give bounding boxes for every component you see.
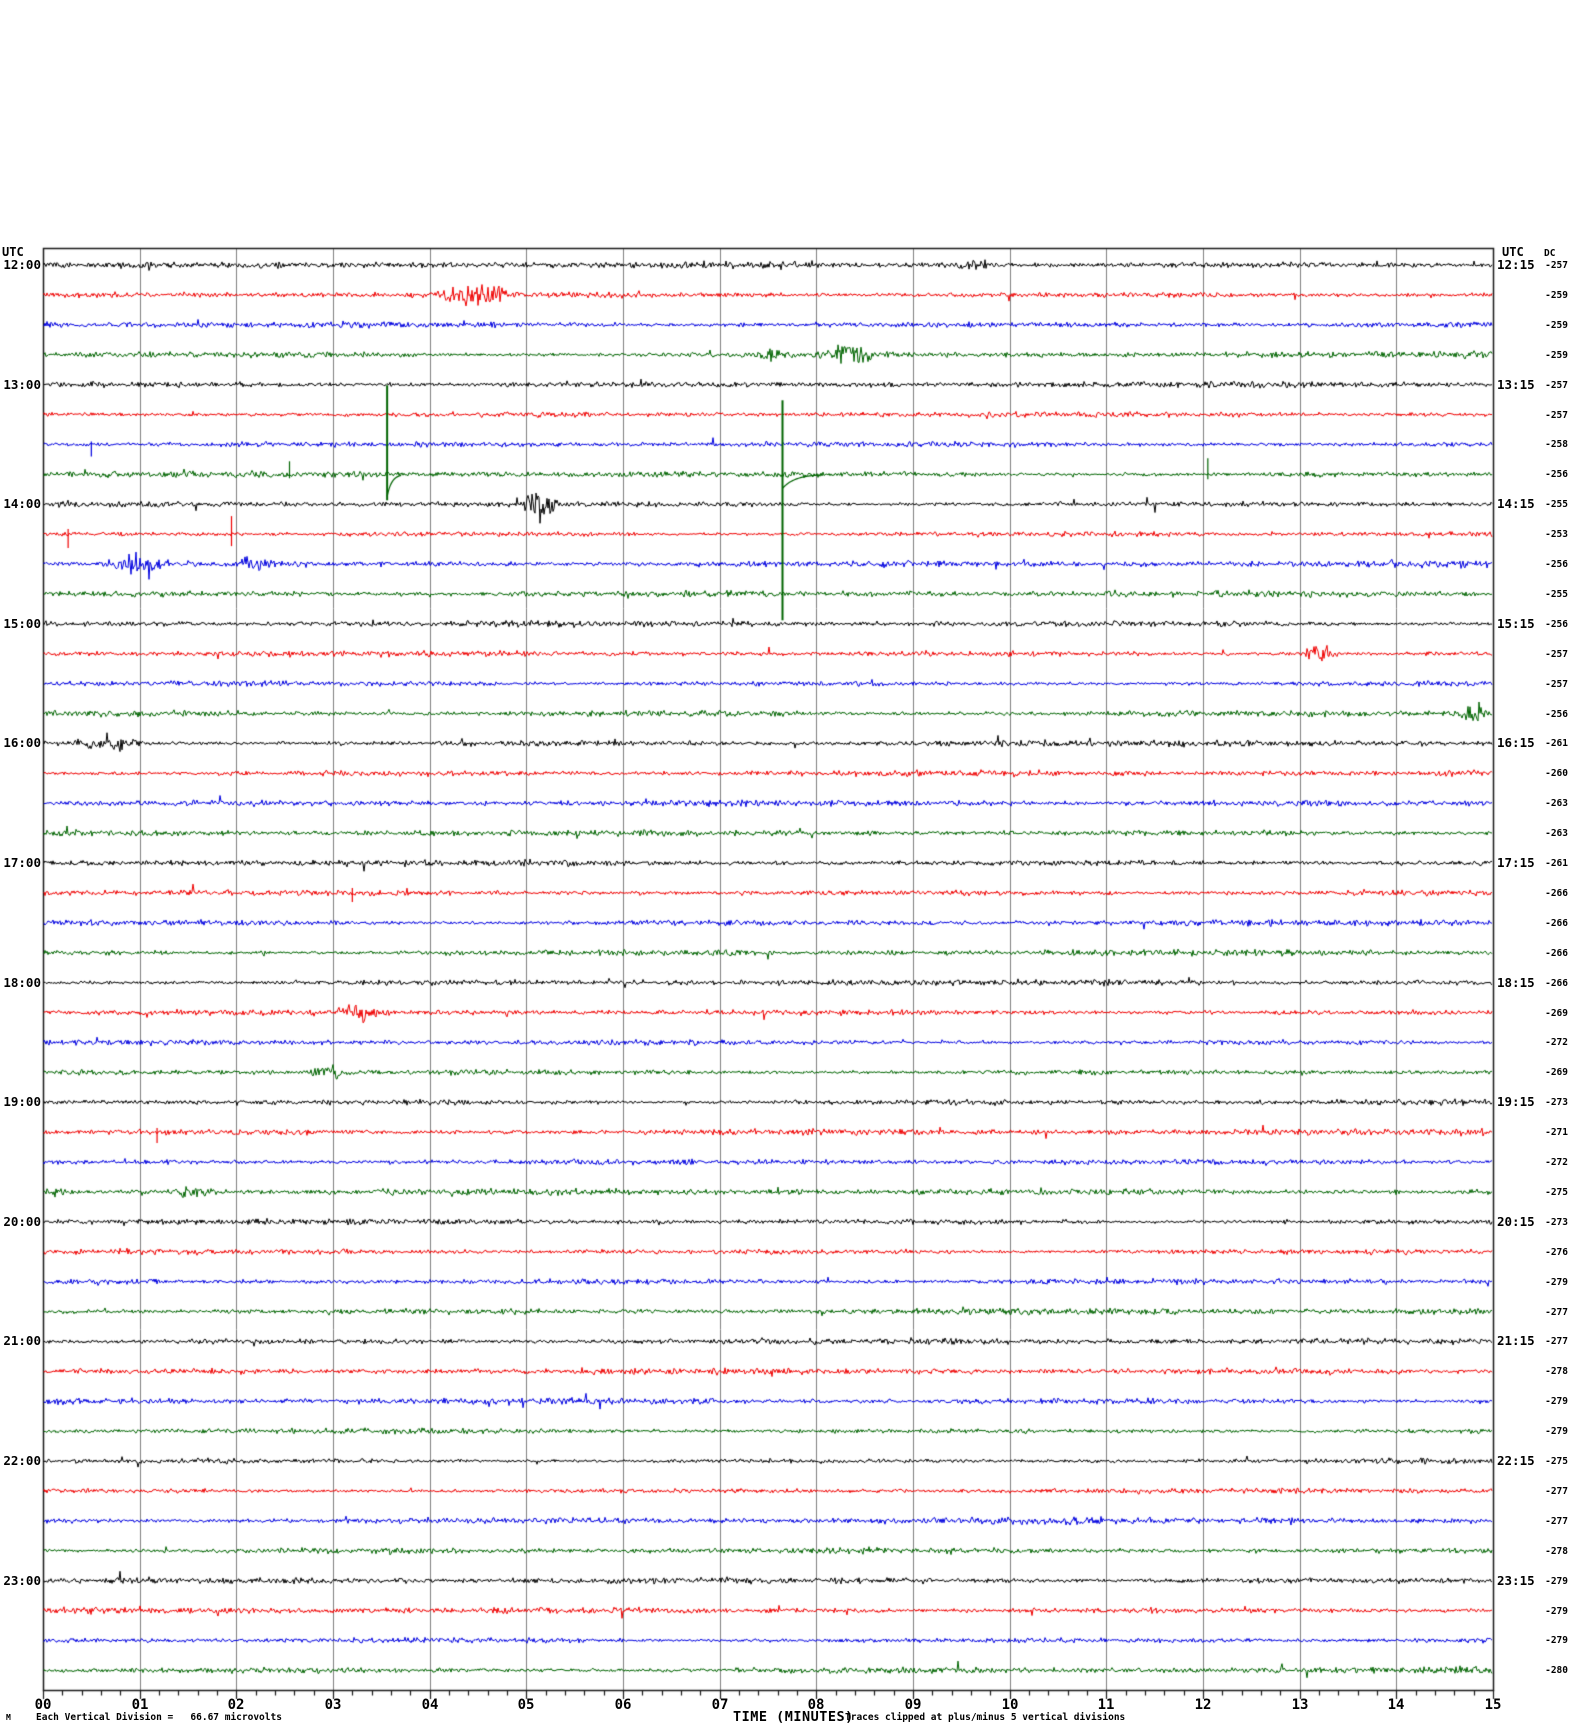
- hour-label-left: 12:00: [3, 257, 41, 272]
- hour-label-left: 20:00: [3, 1214, 41, 1229]
- dc-value: -257: [1545, 380, 1568, 391]
- hour-label-left: 19:00: [3, 1094, 41, 1109]
- dc-value: -279: [1545, 1635, 1568, 1646]
- dc-value: -257: [1545, 260, 1568, 271]
- hour-label-right: 20:15: [1497, 1214, 1535, 1229]
- minute-tick-label: 15: [1484, 1697, 1502, 1713]
- hour-label-left: 13:00: [3, 377, 41, 392]
- minute-tick-label: 02: [227, 1697, 245, 1713]
- dc-value: -255: [1545, 589, 1568, 600]
- minute-tick-label: 10: [1001, 1697, 1019, 1713]
- dc-value: -279: [1545, 1277, 1568, 1288]
- hour-label-left: 17:00: [3, 855, 41, 870]
- dc-value: -277: [1545, 1307, 1568, 1318]
- dc-value: -261: [1545, 738, 1568, 749]
- utc-header-left: UTC: [2, 245, 24, 259]
- hour-label-right: 18:15: [1497, 975, 1535, 990]
- hour-label-left: 15:00: [3, 616, 41, 631]
- dc-value: -269: [1545, 1008, 1568, 1019]
- dc-value: -278: [1545, 1546, 1568, 1557]
- dc-value: -275: [1545, 1187, 1568, 1198]
- dc-value: -279: [1545, 1606, 1568, 1617]
- dc-value: -256: [1545, 619, 1568, 630]
- dc-value: -256: [1545, 559, 1568, 570]
- hour-label-right: 12:15: [1497, 257, 1535, 272]
- minute-tick-label: 06: [614, 1697, 632, 1713]
- hour-label-left: 21:00: [3, 1333, 41, 1348]
- dc-value: -269: [1545, 1067, 1568, 1078]
- dc-value: -272: [1545, 1157, 1568, 1168]
- dc-value: -256: [1545, 709, 1568, 720]
- hour-label-left: 23:00: [3, 1573, 41, 1588]
- minute-tick-label: 12: [1194, 1697, 1212, 1713]
- hour-label-left: 16:00: [3, 735, 41, 750]
- dc-value: -277: [1545, 1336, 1568, 1347]
- clip-note: Traces clipped at plus/minus 5 vertical divisions: [845, 1712, 1126, 1723]
- dc-value: -278: [1545, 1366, 1568, 1377]
- minute-tick-label: 00: [34, 1697, 52, 1713]
- utc-header-right: UTC: [1502, 245, 1524, 259]
- dc-value: -277: [1545, 1516, 1568, 1527]
- hour-label-right: 16:15: [1497, 735, 1535, 750]
- scale-marker: M: [6, 1713, 11, 1722]
- minute-tick-label: 01: [131, 1697, 149, 1713]
- dc-value: -263: [1545, 798, 1568, 809]
- minute-tick-label: 04: [421, 1697, 439, 1713]
- minute-tick-label: 09: [904, 1697, 922, 1713]
- dc-value: -266: [1545, 978, 1568, 989]
- dc-column-header: DC: [1544, 248, 1556, 259]
- dc-value: -266: [1545, 948, 1568, 959]
- hour-label-right: 13:15: [1497, 377, 1535, 392]
- dc-value: -279: [1545, 1396, 1568, 1407]
- minute-tick-label: 08: [807, 1697, 825, 1713]
- dc-value: -261: [1545, 858, 1568, 869]
- dc-value: -259: [1545, 350, 1568, 361]
- dc-value: -266: [1545, 888, 1568, 899]
- dc-value: -272: [1545, 1037, 1568, 1048]
- dc-value: -271: [1545, 1127, 1568, 1138]
- x-axis-title: TIME (MINUTES): [733, 1709, 854, 1725]
- dc-value: -257: [1545, 410, 1568, 421]
- dc-value: -255: [1545, 499, 1568, 510]
- dc-value: -273: [1545, 1097, 1568, 1108]
- dc-value: -257: [1545, 649, 1568, 660]
- hour-label-right: 21:15: [1497, 1333, 1535, 1348]
- hour-label-right: 14:15: [1497, 496, 1535, 511]
- dc-value: -258: [1545, 439, 1568, 450]
- dc-value: -273: [1545, 1217, 1568, 1228]
- hour-label-left: 18:00: [3, 975, 41, 990]
- dc-value: -257: [1545, 679, 1568, 690]
- hour-label-left: 14:00: [3, 496, 41, 511]
- dc-value: -279: [1545, 1426, 1568, 1437]
- hour-label-right: 22:15: [1497, 1453, 1535, 1468]
- hour-label-right: 17:15: [1497, 855, 1535, 870]
- dc-value: -260: [1545, 768, 1568, 779]
- dc-value: -256: [1545, 469, 1568, 480]
- minute-tick-label: 03: [324, 1697, 342, 1713]
- dc-value: -277: [1545, 1486, 1568, 1497]
- minute-tick-label: 14: [1387, 1697, 1405, 1713]
- dc-value: -276: [1545, 1247, 1568, 1258]
- dc-value: -259: [1545, 290, 1568, 301]
- minute-tick-label: 11: [1097, 1697, 1115, 1713]
- dc-value: -259: [1545, 320, 1568, 331]
- dc-value: -263: [1545, 828, 1568, 839]
- dc-value: -280: [1545, 1665, 1568, 1676]
- hour-label-right: 23:15: [1497, 1573, 1535, 1588]
- hour-label-right: 19:15: [1497, 1094, 1535, 1109]
- dc-value: -275: [1545, 1456, 1568, 1467]
- minute-tick-label: 05: [517, 1697, 535, 1713]
- hour-label-left: 22:00: [3, 1453, 41, 1468]
- vertical-division-scale-note: Each Vertical Division = 66.67 microvolts: [36, 1712, 282, 1723]
- minute-tick-label: 13: [1291, 1697, 1309, 1713]
- dc-value: -266: [1545, 918, 1568, 929]
- dc-value: -279: [1545, 1576, 1568, 1587]
- hour-label-right: 15:15: [1497, 616, 1535, 631]
- minute-tick-label: 07: [711, 1697, 729, 1713]
- dc-value: -253: [1545, 529, 1568, 540]
